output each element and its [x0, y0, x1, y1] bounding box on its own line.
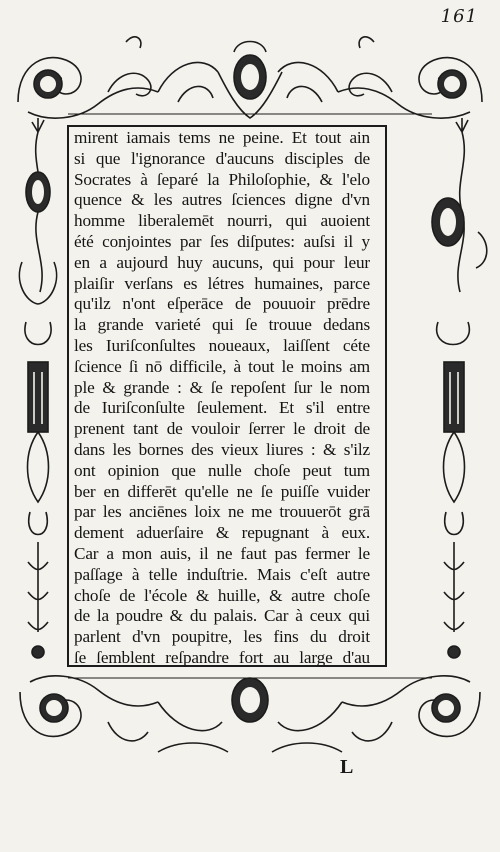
body-text	[74, 128, 370, 669]
left-ornament	[19, 118, 56, 658]
text-line: dans les bornes des vieux liures : & s'ilz	[74, 439, 370, 459]
text-line: qu'ilz n'ont eſperāce de pouuoir prēdre	[74, 294, 370, 314]
text-line: plaiſir verſans es létres humaines, parce	[74, 273, 370, 293]
page-number: 161	[440, 6, 478, 27]
text-line: ple & grande : & ſe repoſent ſur le nom	[74, 377, 370, 397]
text-line: été conjointes par ſes diſputes: auſsi il y	[74, 231, 370, 251]
text-line: dement aduerſaire & repugnant à eux.	[74, 523, 370, 543]
text-line: si que l'ignorance d'aucuns disciples de	[74, 148, 370, 168]
text-line: Car a mon auis, il ne faut pas fermer le	[74, 543, 370, 563]
top-ornament	[18, 37, 482, 118]
right-ornament	[432, 118, 487, 658]
text-line: quence & les autres ſciences digne d'vn	[74, 190, 370, 210]
text-line: ſcience ſi nō difficile, à tout le moins am	[74, 356, 370, 376]
text-line: les Iuriſconſultes noueaux, laiſſent céte	[74, 335, 370, 355]
text-line: prenent tant de vouloir ſerrer le droit de	[74, 419, 370, 439]
text-line: en a aujourd huy aucuns, qui pour leur	[74, 252, 370, 272]
text-line: ont opinion que nulle choſe peut tum	[74, 460, 370, 480]
text-line: ber en differēt qu'elle ne ſe puiſſe vuider	[74, 481, 370, 501]
text-line: de la poudre & du palais. Car à ceux qui	[74, 606, 370, 626]
text-line: paſſage à telle induſtrie. Mais c'eſt autre	[74, 564, 370, 584]
text-line: mirent iamais tems ne peine. Et tout ain	[74, 128, 370, 147]
bottom-ornament	[20, 676, 480, 752]
text-line: Socrates à ſeparé la Philoſophie, & l'elo	[74, 169, 370, 189]
text-line: de Iuriſconſulte ſeulement. Et s'il entre	[74, 398, 370, 418]
text-line: choſe de l'école & huille, & autre choſe	[74, 585, 370, 605]
text-line: par les anciēnes loix ne me trouuerōt grā	[74, 502, 370, 522]
text-line: la grande varieté qui ſe trouue dedans	[74, 315, 370, 335]
text-line: homme liberalemēt nourri, qui auoient	[74, 211, 370, 231]
text-line: parlent d'vn poupitre, les fins du droit	[74, 627, 370, 647]
text-line: ſe ſemblent reſpandre fort au large d'au	[74, 647, 370, 667]
catchword: L	[340, 756, 354, 778]
